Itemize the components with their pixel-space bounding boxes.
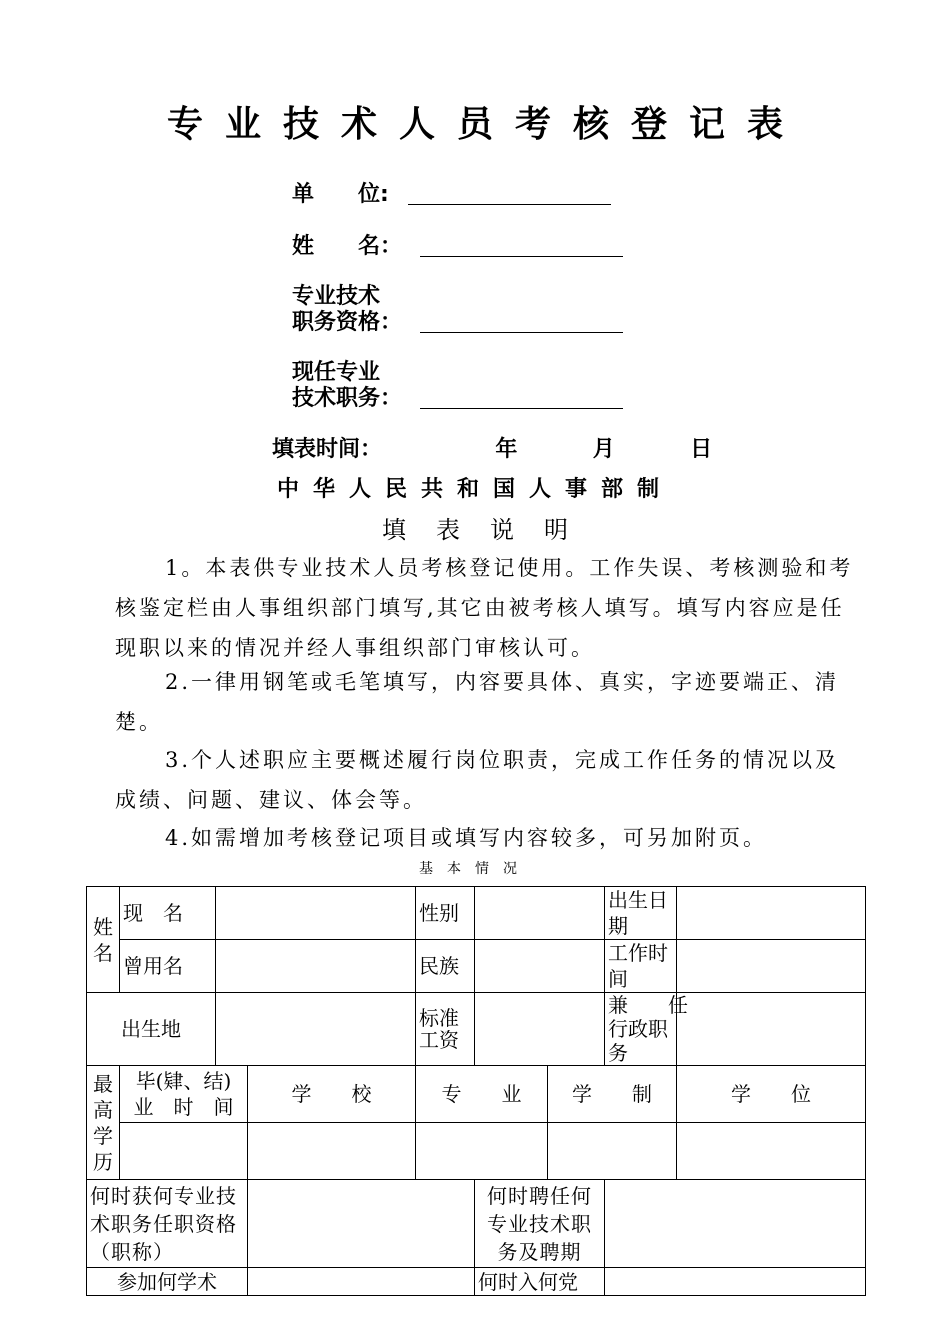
birthplace-field[interactable] xyxy=(216,993,416,1066)
former-name-field[interactable] xyxy=(216,940,416,993)
duration-label: 学 制 xyxy=(548,1066,677,1123)
party-label: 何时入何党 xyxy=(475,1268,605,1296)
major-field[interactable] xyxy=(416,1123,548,1180)
page-title: 专业技术人员考核登记表 xyxy=(166,104,805,145)
fill-date-month: 月 xyxy=(592,437,615,462)
work-start-label: 工作时间 xyxy=(605,940,677,993)
ethnicity-field[interactable] xyxy=(475,940,605,993)
unit-field[interactable] xyxy=(408,204,611,205)
graduation-time-field[interactable] xyxy=(120,1123,248,1180)
fill-date xyxy=(272,432,712,463)
instruction-item-3: 3.个人述职应主要概述履行岗位职责，完成工作任务的情况以及成绩、问题、建议、体会等。 xyxy=(115,748,840,812)
ethnicity-label: 民族 xyxy=(416,940,475,993)
party-field[interactable] xyxy=(605,1268,866,1296)
qualification-time-field[interactable] xyxy=(248,1180,475,1268)
instruction-item-4: 4.如需增加考核登记项目或填写内容较多，可另加附页。 xyxy=(165,826,768,850)
admin-post-label: 兼 任 行政职务 xyxy=(605,993,677,1066)
birth-date-field[interactable] xyxy=(677,887,866,940)
fill-date-label: 填表时间： xyxy=(272,437,383,462)
admin-post-field[interactable] xyxy=(677,993,866,1066)
qualification-time-label: 何时获何专业技术职务任职资格（职称） xyxy=(87,1180,248,1268)
table-row xyxy=(87,1268,866,1296)
gender-field[interactable] xyxy=(475,887,605,940)
name-label: 姓 名： xyxy=(292,234,403,259)
table-row xyxy=(87,1066,866,1123)
position-label-line1: 现任专业 xyxy=(292,360,381,385)
degree-field[interactable] xyxy=(677,1123,866,1180)
table-row xyxy=(87,1180,866,1268)
major-label: 专 业 xyxy=(416,1066,548,1123)
position-field[interactable] xyxy=(420,408,623,409)
name-field[interactable] xyxy=(420,256,623,257)
table-row xyxy=(87,1123,866,1180)
academic-org-field[interactable] xyxy=(248,1268,475,1296)
std-wage-field[interactable] xyxy=(475,993,605,1066)
table-row xyxy=(87,887,866,940)
basic-info-table xyxy=(86,886,866,1296)
school-field[interactable] xyxy=(248,1123,416,1180)
education-group-label: 最高学历 xyxy=(87,1066,120,1180)
gender-label: 性别 xyxy=(416,887,475,940)
ministry-issuer: 中华人民共和国人事部制 xyxy=(276,477,673,502)
graduation-time-label: 毕(肄、结) 业 时 间 xyxy=(120,1066,248,1123)
birth-date-label: 出生日期 xyxy=(605,887,677,940)
former-name-label: 曾用名 xyxy=(120,940,216,993)
instruction-item-2: 2.一律用钢笔或毛笔填写，内容要具体、真实，字迹要端正、清楚。 xyxy=(115,670,840,734)
qualification-label-line2: 职务资格： xyxy=(292,310,403,335)
birthplace-label: 出生地 xyxy=(87,993,216,1066)
qualification-field[interactable] xyxy=(420,332,623,333)
degree-label: 学 位 xyxy=(677,1066,866,1123)
unit-label: 单 位: xyxy=(292,182,389,207)
table-row xyxy=(87,940,866,993)
duration-field[interactable] xyxy=(548,1123,677,1180)
appointment-time-field[interactable] xyxy=(605,1180,866,1268)
academic-org-label: 参加何学术 xyxy=(87,1268,248,1296)
appointment-time-label: 何时聘任何专业技术职务及聘期 xyxy=(475,1180,605,1268)
std-wage-label: 标准工资 xyxy=(416,993,475,1066)
instructions-title: 填表说明 xyxy=(382,516,598,544)
school-label: 学 校 xyxy=(248,1066,416,1123)
fill-date-day: 日 xyxy=(690,437,713,462)
table-row xyxy=(87,993,866,1066)
fill-date-year: 年 xyxy=(495,437,518,462)
instruction-item-1: 1。本表供专业技术人员考核登记使用。工作失误、考核测验和考核鉴定栏由人事组织部门填写,其它由被考核人填写。填写内容应是任现职以来的情况并经人事组织部门审核认可。 xyxy=(115,556,854,660)
basic-info-title: 基本情况 xyxy=(419,861,531,877)
work-start-field[interactable] xyxy=(677,940,866,993)
current-name-label: 现 名 xyxy=(120,887,216,940)
current-name-field[interactable] xyxy=(216,887,416,940)
name-group-label: 姓名 xyxy=(87,887,120,993)
qualification-label-line1: 专业技术 xyxy=(292,284,381,309)
position-label-line2: 技术职务： xyxy=(292,386,403,411)
